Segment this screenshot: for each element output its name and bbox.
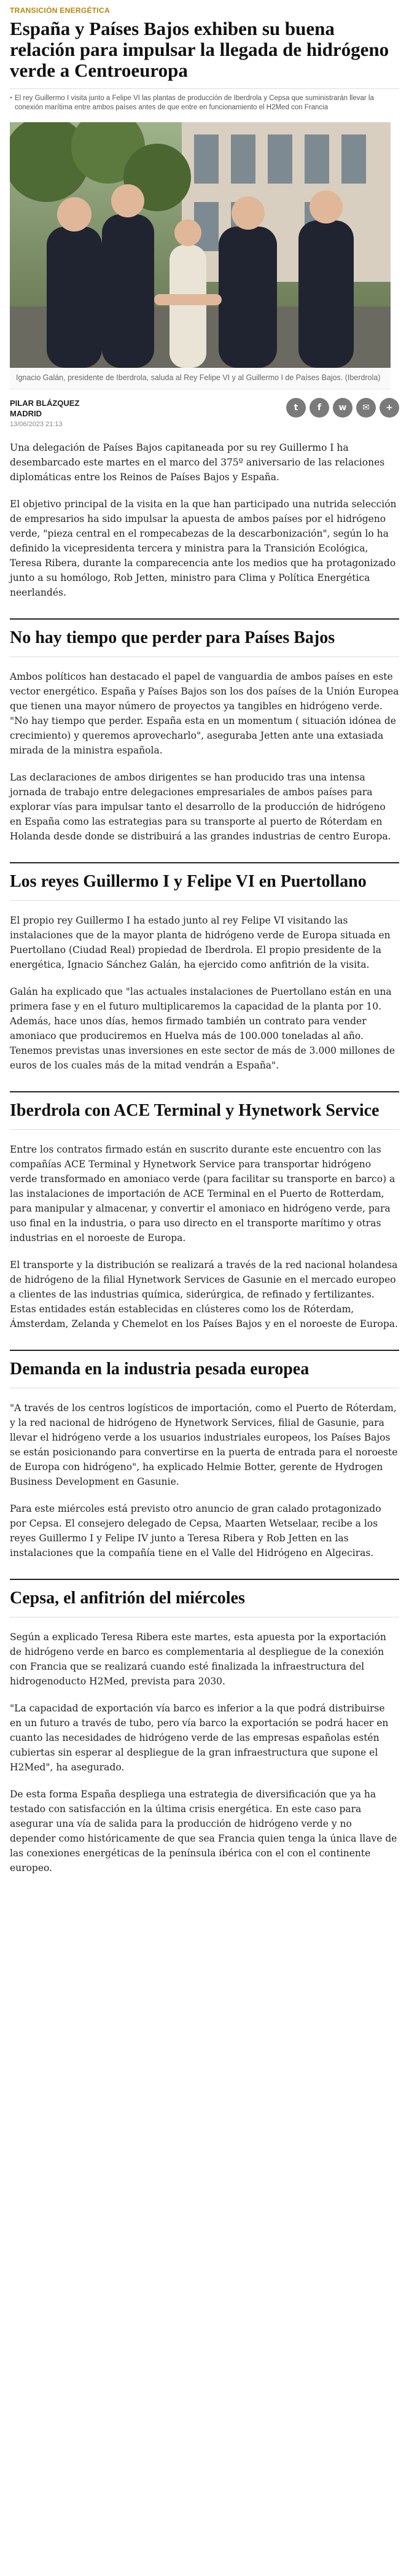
- paragraph: Para este miércoles está previsto otro anuncio de gran calado protagonizado por Cepsa. El consejero delegado de Cepsa, Maarten Wetselaar, recibe a los reyes Guillermo I y Felipe IV junto a Teresa Ribera y Rob Jetten en las instalaciones que la compañía tiene en el Valle del Hidrógeno en Algeciras.: [10, 1503, 381, 1558]
- paragraph: El propio rey Guillermo I ha estado junto al rey Felipe VI visitando las instalaciones que de la mayor planta de hidrógeno verde de Europa situada en Puertollano (Ciudad Real) propiedad de Iberdrola. El propio presidente de la energética, Ignacio Sánchez Galán, ha ejercido como anfitrión de la visita.: [10, 915, 391, 970]
- photo-caption: Ignacio Galán, presidente de Iberdrola, saluda al Rey Felipe VI y al Guillermo I de Países Bajos. (Iberdrola): [10, 368, 391, 389]
- paragraph: Una delegación de Países Bajos capitaneada por su rey Guillermo I ha desembarcado este martes en el marco del 375º aniversario de las relaciones diplomáticas entre los Reinos de Países Bajos y España.: [10, 442, 385, 483]
- article-summary-block: [10, 88, 399, 112]
- paragraph: Galán ha explicado que "las actuales instalaciones de Puertollano están en una primera fase y en el futuro multiplicaremos la capacidad de la planta por 10. Además, hace unos días, hemos firmado también un contrato para vender amoniaco que produciremos en Huelva más de 100.000 toneladas al año. Tenemos previstas unas inversiones en este sector de más de 3.000 millones de euros de los cuales más de la mitad vendrán a España".: [10, 986, 395, 1071]
- email-share-icon[interactable]: ✉: [356, 398, 376, 418]
- paragraph: De esta forma España despliega una estrategia de diversificación que ya ha testado con satisfacción en la última crisis energética. En este caso para asegurar una vía de salida para la producción de hidrógeno verde y no depender como históricamente de que sea Francia quien tenga la única llave de las conexiones energéticas de la península ibérica con el con el continente europeo.: [10, 1789, 397, 1874]
- byline-row: [10, 398, 399, 428]
- section-heading: Los reyes Guillermo I y Felipe VI en Puertollano: [10, 862, 399, 901]
- more-share-icon[interactable]: +: [380, 398, 399, 418]
- paragraph: "La capacidad de exportación vía barco es inferior a la que podrá distribuirse en un futuro a través de tubo, pero vía barco la exportación se podrá hacer en cuanto las necesidades de hidrógeno verde de las empresas españolas estén cubiertas sin esperar al despliegue de la gran infraestructura que supone el H2Med", ha asegurado.: [10, 1703, 389, 1773]
- publish-date: 13/06/2023 21:13: [10, 421, 63, 428]
- article-headline: España y Países Bajos exhiben su buena relación para impulsar la llegada de hidrógeno verde a Centroeuropa: [10, 18, 389, 81]
- paragraph: El objetivo principal de la visita en la que han participado una nutrida selección de empresarios ha sido impulsar la apuesta de ambos países por el hidrógeno verde, "pieza central en el rompecabezas de la descarbonización", según lo ha definido la vicepresidenta tercera y ministra para la Transición Ecológica, Teresa Ribera, durante la comparecencia ante los medios que ha protagonizado junto a su homólogo, Rob Jetten, ministro para Clima y Política Energética neerlandés.: [10, 499, 397, 598]
- section-heading: Cepsa, el anfitrión del miércoles: [10, 1579, 399, 1617]
- author-name[interactable]: PILAR BLÁZQUEZ: [10, 399, 80, 408]
- section-heading: Demanda en la industria pesada europea: [10, 1350, 399, 1388]
- section-heading: Iberdrola con ACE Terminal y Hynetwork Service: [10, 1091, 399, 1130]
- paragraph: El transporte y la distribución se realizará a través de la red nacional holandesa de hidrógeno de la filial Hynetwork Services de Gasunie en el mercado europeo a clientes de las industrias química, siderúrgica, de refinado y fertilizantes. Estas entidades están establecidas en clústeres como los de Róterdam, Ámsterdam, Zelanda y Chemelot en los Países Bajos y en el noroeste de Europa.: [10, 1259, 398, 1329]
- share-bar: [286, 398, 399, 418]
- lead-photo: [10, 122, 391, 368]
- whatsapp-share-icon[interactable]: w: [333, 398, 353, 418]
- facebook-share-icon[interactable]: f: [310, 398, 329, 418]
- lead-figure: [10, 122, 391, 389]
- paragraph: Entre los contratos firmado están en suscrito durante este encuentro con las compañías ACE Terminal y Hynetwork Service para transportar hidrógeno verde transformado en amoniaco verde (para facilitar su transporte en barco) a las instalaciones de importación de ACE Terminal en el Puerto de Rotterdam, para manipular y almacenar, y convertir el amoniaco en hidrógeno verde, para uso final en la industria, o para uso directo en el transporte marítimo y otras industrias en el noroeste de Europa.: [10, 1144, 395, 1243]
- section-heading: No hay tiempo que perder para Países Bajos: [10, 618, 399, 657]
- byline: [10, 398, 79, 428]
- paragraph: "A través de los centros logísticos de importación, como el Puerto de Róterdam, y la red nacional de hidrógeno de Hynetwork Services, filial de Gasunie, para llevar el hidrógeno verde a los usuarios industriales europeos, los Países Bajos se están posicionando para convertirse en la puerta de entrada para el noroeste de Europa con hidrógeno", ha explicado Helmie Botter, gerente de Hydrogen Business Development en Gasunie.: [10, 1403, 398, 1487]
- dateline-location: MADRID: [10, 409, 42, 418]
- article-summary: • El rey Guillermo I visita junto a Felipe VI las plantas de producción de Iberdrola y Cepsa que suministrarán llevar la conexión marítima entre ambos países antes de que entre en funcionamiento el H2Med con Francia: [10, 94, 399, 112]
- twitter-share-icon[interactable]: t: [286, 398, 306, 418]
- paragraph: Según a explicado Teresa Ribera este martes, esta apuesta por la exportación de hidrógeno verde en barco es complementaria al despliegue de la conexión con Francia que se realizará cuando esté finalizada la infraestructura del hidrogenoducto H2Med, prevista para 2030.: [10, 1632, 386, 1687]
- paragraph: Las declaraciones de ambos dirigentes se han producido tras una intensa jornada de trabajo entre delegaciones empresariales de ambos países para explorar vías para impulsar tanto el desarrollo de la producción de hidrógeno en España como las estrategias para su transporte al puerto de Róterdam en Holanda desde donde se distribuirá a las grandes industrias de centro Europa.: [10, 772, 391, 842]
- section-kicker[interactable]: TRANSICIÓN ENERGÉTICA: [10, 6, 110, 15]
- paragraph: Ambos políticos han destacado el papel de vanguardia de ambos países en este vector energético. España y Países Bajos son los dos países de la Unión Europea que tienen una mayor número de proyectos ya tangibles en hidrógeno verde. "No hay tiempo que perder. España esta en un momentum ( situación idónea de crecimiento) y queremos aprovecharlo", aseguraba Jetten ante una extasiada mirada de la ministra española.: [10, 671, 399, 756]
